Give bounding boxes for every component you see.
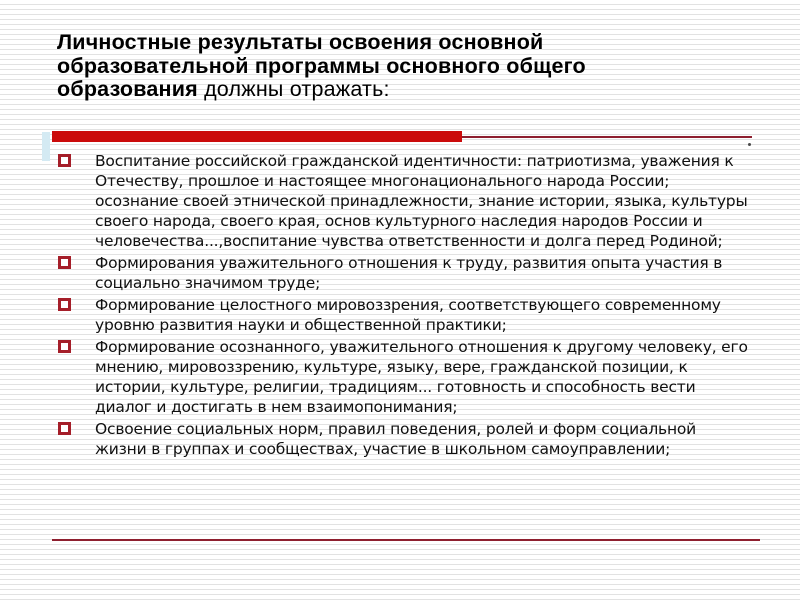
title-divider-bar [52,131,462,142]
page-title-bold-text: Личностные результаты освоения основной образовательной программы основного общего образования [57,30,586,101]
page-title-regular-text: должны отражать: [197,77,390,101]
title-divider-thin-line [462,136,752,138]
list-item [58,419,748,459]
divider-end-dot [748,143,751,146]
page-title [57,31,605,102]
bullet-text: Воспитание российской гражданской идентичности: патриотизма, уважения к Отечеству, прошлое и настоящее многонационального народа России; осознание своей этнической принадлежности, знание истории, языка, культуры своего народа, своего края, основ культурного наследия народов России и человечества...,воспитание чувства ответственности и долга перед Родиной; [95,152,748,250]
bullet-list [58,151,748,461]
blue-accent-rectangle [42,132,50,161]
square-bullet-icon [58,256,71,269]
square-bullet-icon [58,298,71,311]
bullet-text: Формирование целостного мировоззрения, соответствующего современному уровню развития науки и общественной практики; [95,296,721,334]
square-bullet-icon [58,422,71,435]
bullet-text: Освоение социальных норм, правил поведения, ролей и форм социальной жизни в группах и сообществах, участие в школьном самоуправлении; [95,420,697,458]
list-item [58,253,748,293]
footer-rule-line [52,539,760,541]
bullet-text: Формирования уважительного отношения к труду, развития опыта участия в социально значимом труде; [95,254,723,292]
bullet-text: Формирование осознанного, уважительного отношения к другому человеку, его мнению, мировоззрению, культуре, языку, вере, гражданской позиции, к истории, культуре, религии, традициям... готовность и способность вести диалог и достигать в нем взаимопонимания; [95,338,748,416]
list-item [58,295,748,335]
list-item [58,337,748,417]
list-item [58,151,748,251]
square-bullet-icon [58,154,71,167]
square-bullet-icon [58,340,71,353]
